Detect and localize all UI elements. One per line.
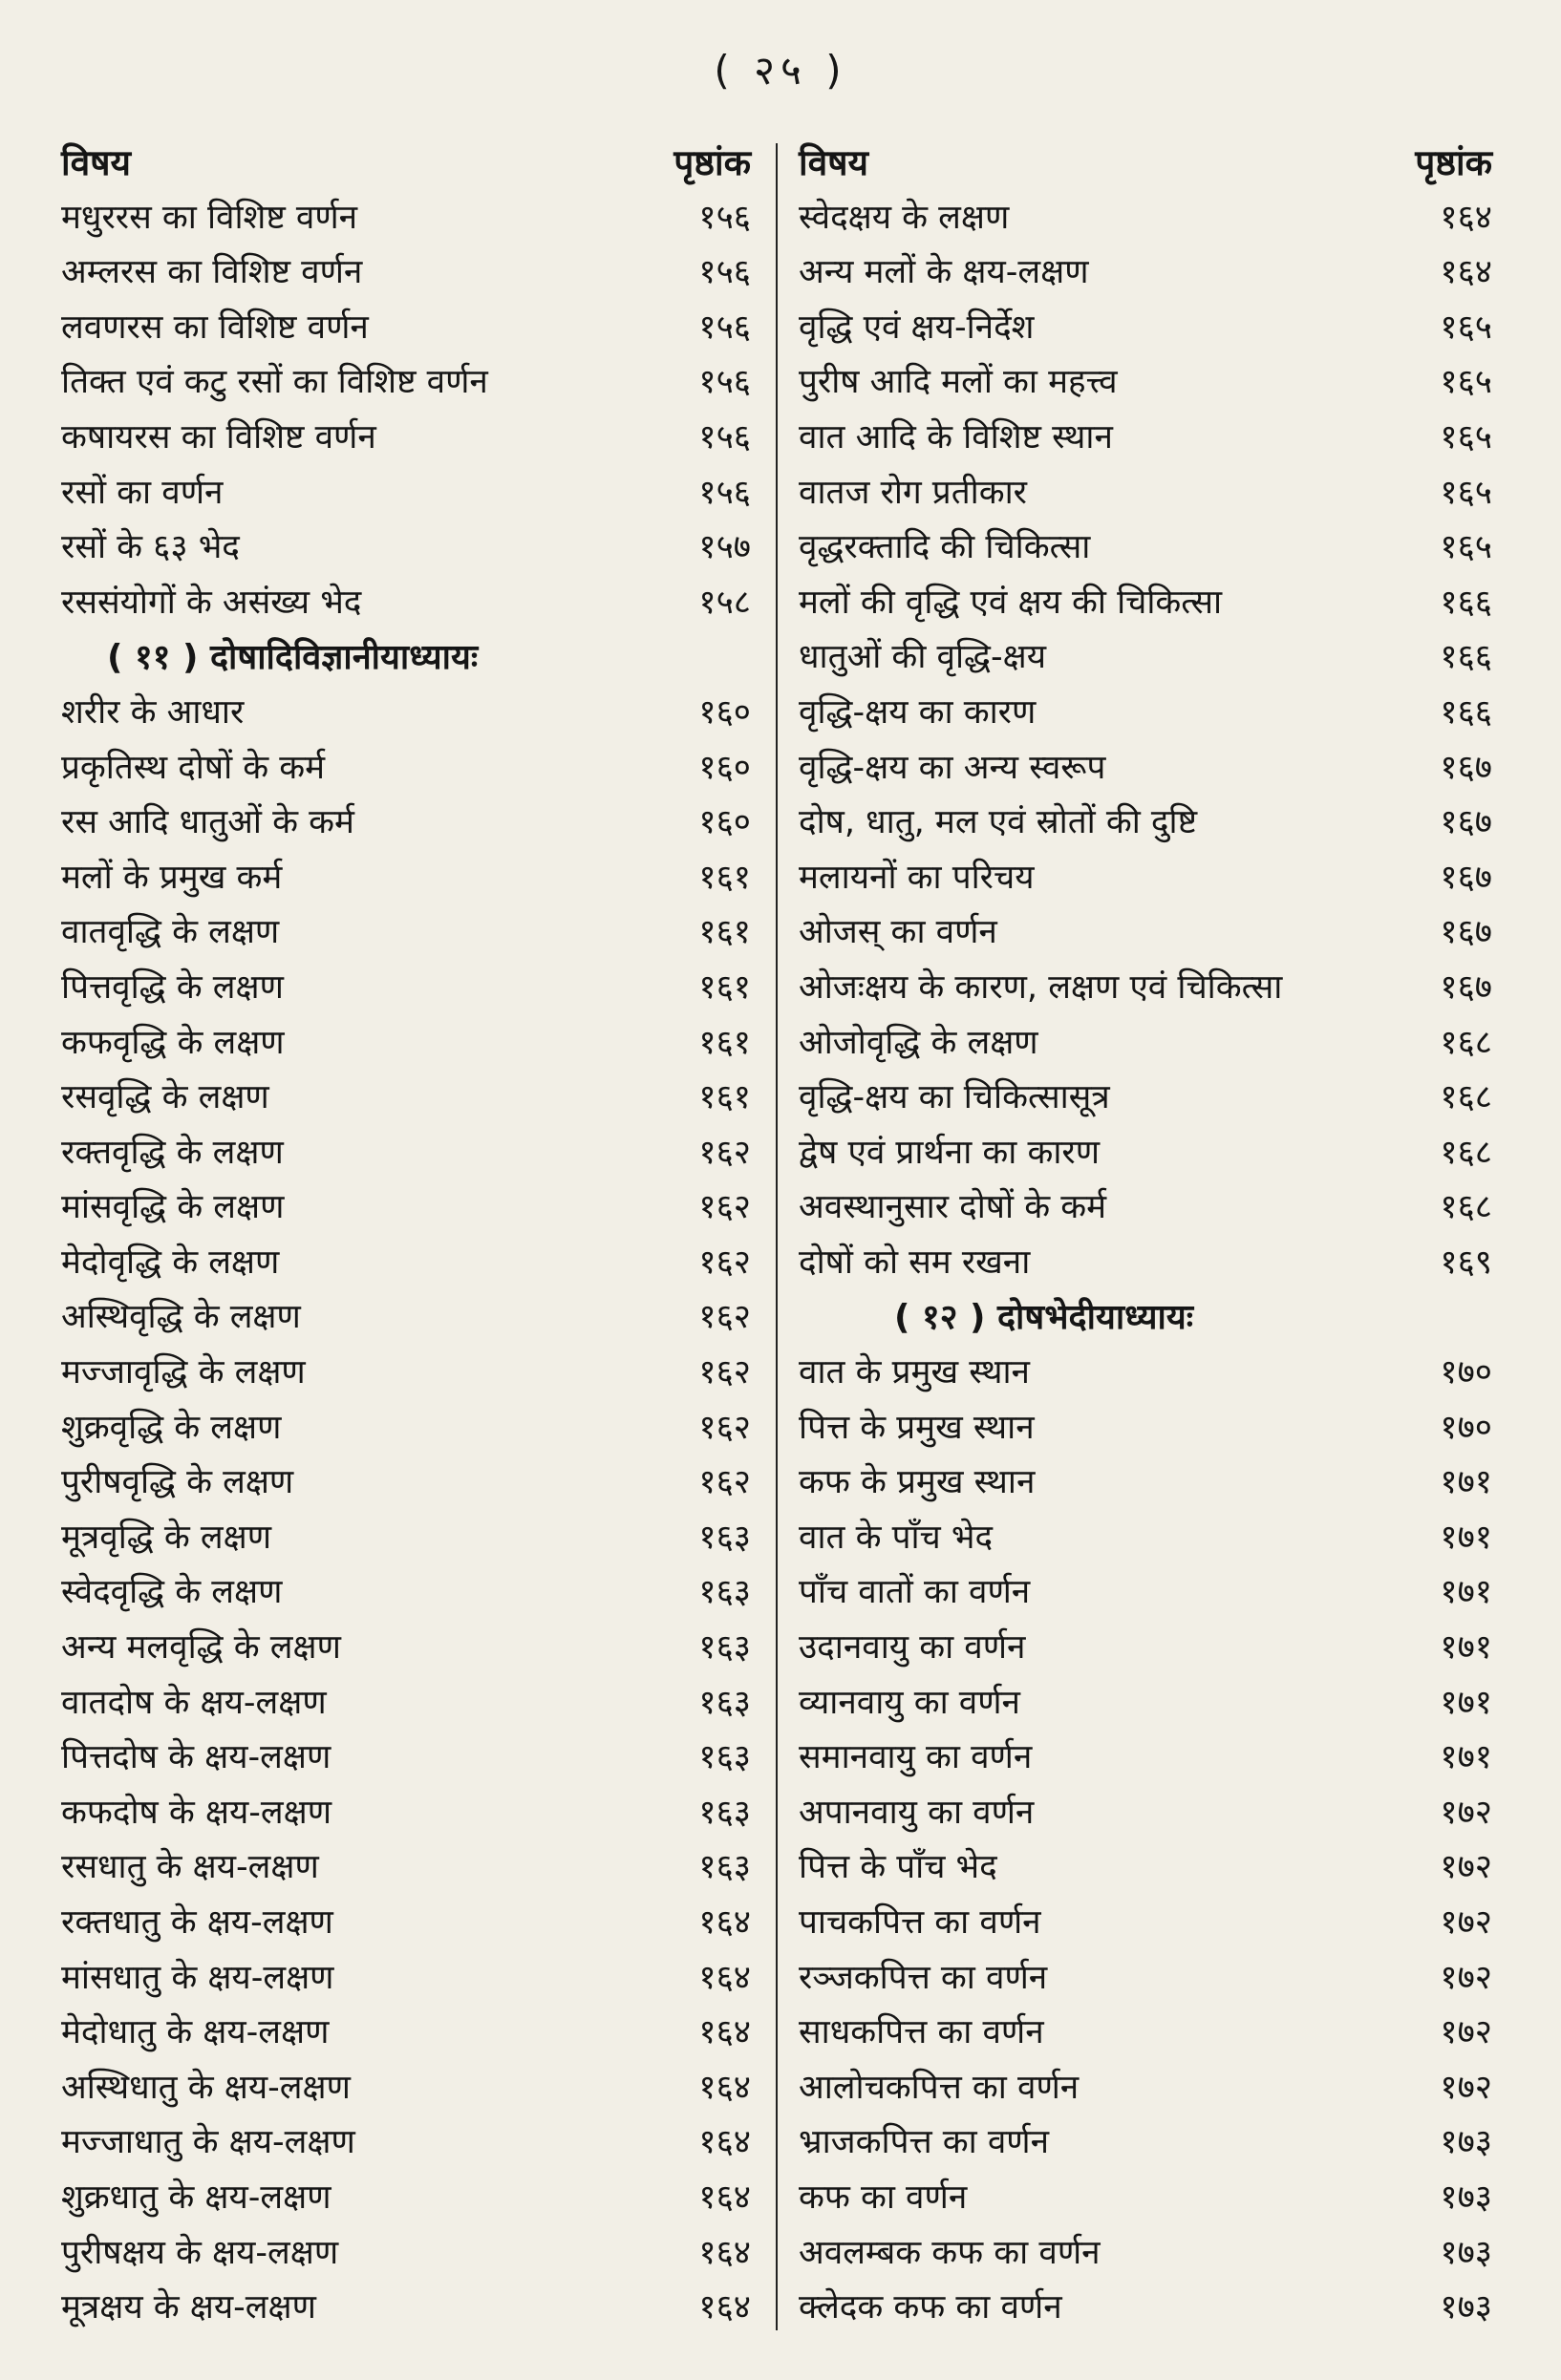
page-ref: १७३ bbox=[1440, 2178, 1492, 2217]
topic-title: वातवृद्धि के लक्षण bbox=[61, 913, 280, 952]
chapter-heading bbox=[799, 1290, 1492, 1346]
topic-title: रञ्जकपित्त का वर्णन bbox=[799, 1958, 1048, 1997]
topic-title: पुरीषवृद्धि के लक्षण bbox=[61, 1463, 294, 1502]
topic-title: वात के प्रमुख स्थान bbox=[799, 1353, 1030, 1392]
page-ref: १५७ bbox=[698, 528, 751, 567]
page-ref: १५६ bbox=[698, 363, 751, 402]
topic-title: रससंयोगों के असंख्य भेद bbox=[61, 583, 362, 622]
topic-title: अपानवायु का वर्णन bbox=[799, 1793, 1035, 1832]
toc-entry bbox=[799, 2061, 1492, 2116]
topic-title: उदानवायु का वर्णन bbox=[799, 1628, 1026, 1668]
topic-title: रसों के ६३ भेद bbox=[61, 528, 240, 567]
toc-entry bbox=[799, 466, 1492, 521]
page-ref: १७३ bbox=[1440, 2123, 1492, 2162]
toc-entry bbox=[799, 1401, 1492, 1456]
toc-entry bbox=[799, 2115, 1492, 2171]
toc-entry bbox=[61, 1401, 751, 1456]
topic-title: मेदोधातु के क्षय-लक्षण bbox=[61, 2013, 330, 2052]
page-ref: १६२ bbox=[698, 1188, 751, 1227]
topic-title: रस आदि धातुओं के कर्म bbox=[61, 803, 354, 842]
page-ref: १६० bbox=[698, 803, 751, 842]
page-ref: १६३ bbox=[698, 1573, 751, 1612]
toc-entry bbox=[799, 245, 1492, 301]
page-ref: १६९ bbox=[1440, 1243, 1492, 1282]
topic-title: दोष, धातु, मल एवं स्रोतों की दुष्टि bbox=[799, 803, 1198, 842]
page-ref: १६४ bbox=[698, 2068, 751, 2107]
topic-title: ( १२ ) दोषभेदीयाध्यायः bbox=[894, 1298, 1194, 1338]
topic-title: शरीर के आधार bbox=[61, 692, 245, 732]
topic-title: वृद्धरक्तादि की चिकित्सा bbox=[799, 528, 1091, 567]
page-ref: १६२ bbox=[698, 1133, 751, 1172]
toc-entry bbox=[799, 301, 1492, 356]
toc-entry bbox=[799, 411, 1492, 466]
toc-entry bbox=[61, 1565, 751, 1621]
toc-entry bbox=[61, 1511, 751, 1566]
page-ref: १५८ bbox=[698, 583, 751, 622]
toc-entry bbox=[799, 796, 1492, 851]
toc-entry bbox=[61, 1456, 751, 1511]
toc-entry bbox=[61, 1126, 751, 1181]
page-ref: १६७ bbox=[1440, 748, 1492, 787]
page-ref: १७२ bbox=[1440, 1848, 1492, 1887]
page-ref: १६४ bbox=[698, 2233, 751, 2272]
toc-entry bbox=[61, 796, 751, 851]
toc-entry bbox=[61, 466, 751, 521]
page-ref: १७२ bbox=[1440, 1958, 1492, 1997]
page-ref: १६७ bbox=[1440, 803, 1492, 842]
toc-entry bbox=[799, 1621, 1492, 1676]
toc-entry bbox=[799, 2226, 1492, 2282]
page-ref: १६२ bbox=[698, 1298, 751, 1337]
toc-entry bbox=[799, 1786, 1492, 1841]
topic-title: वृद्धि-क्षय का अन्य स्वरूप bbox=[799, 748, 1106, 787]
page-ref: १५६ bbox=[698, 198, 751, 237]
toc-entry bbox=[61, 2171, 751, 2226]
page-ref: १६८ bbox=[1440, 1078, 1492, 1117]
page-ref: १६४ bbox=[698, 1903, 751, 1942]
page-ref: १५६ bbox=[698, 473, 751, 512]
topic-title: तिक्त एवं कटु रसों का विशिष्ट वर्णन bbox=[61, 363, 488, 402]
toc-entry bbox=[799, 1071, 1492, 1126]
toc-entry bbox=[799, 2171, 1492, 2226]
topic-title: पित्त के पाँच भेद bbox=[799, 1848, 997, 1887]
toc-entry bbox=[799, 2006, 1492, 2061]
topic-title: स्वेदवृद्धि के लक्षण bbox=[61, 1573, 283, 1612]
page-ref: १६१ bbox=[698, 1078, 751, 1117]
left-column bbox=[61, 136, 751, 2332]
topic-title: क्लेदक कफ का वर्णन bbox=[799, 2288, 1062, 2327]
topic-title: वृद्धि-क्षय का चिकित्सासूत्र bbox=[799, 1078, 1110, 1117]
toc-entry bbox=[799, 686, 1492, 741]
topic-title: मज्जाधातु के क्षय-लक्षण bbox=[61, 2123, 355, 2162]
topic-title: कफ का वर्णन bbox=[799, 2178, 968, 2217]
chapter-heading bbox=[61, 630, 751, 686]
page-ref: १६८ bbox=[1440, 1133, 1492, 1172]
page-ref: १६३ bbox=[698, 1848, 751, 1887]
toc-entry bbox=[61, 1786, 751, 1841]
topic-title: मलों की वृद्धि एवं क्षय की चिकित्सा bbox=[799, 583, 1223, 622]
topic-title: अवलम्बक कफ का वर्णन bbox=[799, 2233, 1101, 2272]
page-ref: १६७ bbox=[1440, 913, 1492, 952]
topic-title: मांसधातु के क्षय-लक्षण bbox=[61, 1958, 334, 1997]
toc-entry bbox=[799, 1565, 1492, 1621]
topic-title: अवस्थानुसार दोषों के कर्म bbox=[799, 1188, 1107, 1227]
toc-entry bbox=[799, 1456, 1492, 1511]
toc-entry bbox=[61, 905, 751, 961]
page-heading: पृष्ठांक bbox=[674, 142, 751, 183]
toc-entry bbox=[61, 1951, 751, 2007]
page-ref: १७० bbox=[1440, 1353, 1492, 1392]
topic-title: वातज रोग प्रतीकार bbox=[799, 473, 1027, 512]
topic-title: वात आदि के विशिष्ट स्थान bbox=[799, 417, 1113, 457]
page-ref: १६२ bbox=[698, 1243, 751, 1282]
topic-title: लवणरस का विशिष्ट वर्णन bbox=[61, 308, 369, 347]
toc-entry bbox=[799, 1731, 1492, 1786]
page-ref: १७१ bbox=[1440, 1463, 1492, 1502]
toc-entry bbox=[799, 961, 1492, 1016]
toc-entry bbox=[799, 1346, 1492, 1401]
page-ref: १६२ bbox=[698, 1463, 751, 1502]
page-ref: १६५ bbox=[1440, 528, 1492, 567]
topic-title: पुरीषक्षय के क्षय-लक्षण bbox=[61, 2233, 339, 2272]
subject-heading: विषय bbox=[61, 142, 132, 183]
toc-entry bbox=[799, 1676, 1492, 1732]
page-ref: १६३ bbox=[698, 1738, 751, 1777]
topic-title: स्वेदक्षय के लक्षण bbox=[799, 198, 1010, 237]
topic-title: प्रकृतिस्थ दोषों के कर्म bbox=[61, 748, 326, 787]
page-ref: १६७ bbox=[1440, 967, 1492, 1007]
toc-entry bbox=[799, 741, 1492, 797]
page-ref: १५६ bbox=[698, 417, 751, 457]
page-ref: १६४ bbox=[698, 2013, 751, 2052]
toc-entry bbox=[61, 191, 751, 246]
page-ref: १७३ bbox=[1440, 2288, 1492, 2327]
toc-entry bbox=[799, 1016, 1492, 1072]
topic-title: कषायरस का विशिष्ट वर्णन bbox=[61, 417, 376, 457]
page-ref: १५६ bbox=[698, 253, 751, 292]
page-ref: १६१ bbox=[698, 1023, 751, 1062]
page-ref: १६८ bbox=[1440, 1023, 1492, 1062]
toc-entry bbox=[61, 2226, 751, 2282]
topic-title: रसधातु के क्षय-लक्षण bbox=[61, 1848, 319, 1887]
toc-entry bbox=[799, 851, 1492, 906]
right-column bbox=[799, 136, 1492, 2332]
toc-entry bbox=[799, 905, 1492, 961]
toc-entry bbox=[61, 1180, 751, 1236]
toc-entry bbox=[61, 411, 751, 466]
page-ref: १६८ bbox=[1440, 1188, 1492, 1227]
page-ref: १६७ bbox=[1440, 858, 1492, 897]
page-ref: १७२ bbox=[1440, 1903, 1492, 1942]
column-header bbox=[61, 136, 751, 191]
toc-entry bbox=[799, 630, 1492, 686]
topic-title: ओजस् का वर्णन bbox=[799, 913, 997, 952]
page-ref: १७१ bbox=[1440, 1573, 1492, 1612]
page-ref: १६२ bbox=[698, 1353, 751, 1392]
page-ref: १६४ bbox=[1440, 198, 1492, 237]
page-ref: १६३ bbox=[698, 1793, 751, 1832]
page-ref: १६४ bbox=[698, 2178, 751, 2217]
topic-title: द्वेष एवं प्रार्थना का कारण bbox=[799, 1133, 1101, 1172]
topic-title: आलोचकपित्त का वर्णन bbox=[799, 2068, 1080, 2107]
topic-title: पुरीष आदि मलों का महत्त्व bbox=[799, 363, 1118, 402]
page-heading: पृष्ठांक bbox=[1415, 142, 1492, 183]
toc-entry bbox=[61, 2281, 751, 2336]
page-ref: १७१ bbox=[1440, 1628, 1492, 1668]
toc-entry bbox=[61, 1290, 751, 1346]
topic-title: अन्य मलों के क्षय-लक्षण bbox=[799, 253, 1089, 292]
page-ref: १६५ bbox=[1440, 417, 1492, 457]
toc-entry bbox=[61, 1896, 751, 1951]
toc-entry bbox=[799, 1511, 1492, 1566]
topic-title: दोषों को सम रखना bbox=[799, 1243, 1031, 1282]
page-number: ( २५ ) bbox=[714, 47, 847, 94]
toc-entry bbox=[799, 576, 1492, 631]
toc-entry bbox=[799, 355, 1492, 411]
toc-entry bbox=[799, 191, 1492, 246]
page-ref: १७२ bbox=[1440, 2013, 1492, 2052]
page-ref: १६६ bbox=[1440, 638, 1492, 677]
page-ref: १६१ bbox=[698, 913, 751, 952]
page-ref: १७१ bbox=[1440, 1518, 1492, 1557]
page-ref: १६४ bbox=[698, 2123, 751, 2162]
topic-title: मेदोवृद्धि के लक्षण bbox=[61, 1243, 280, 1282]
toc-entry bbox=[61, 2061, 751, 2116]
page-ref: १६५ bbox=[1440, 363, 1492, 402]
page-ref: १६० bbox=[698, 692, 751, 732]
page-ref: १७३ bbox=[1440, 2233, 1492, 2272]
topic-title: वातदोष के क्षय-लक्षण bbox=[61, 1683, 327, 1722]
page-ref: १६६ bbox=[1440, 583, 1492, 622]
topic-title: मधुररस का विशिष्ट वर्णन bbox=[61, 198, 358, 237]
topic-title: मूत्रवृद्धि के लक्षण bbox=[61, 1518, 272, 1557]
toc-entry bbox=[799, 1126, 1492, 1181]
toc-entry bbox=[61, 355, 751, 411]
topic-title: अस्थिवृद्धि के लक्षण bbox=[61, 1298, 301, 1337]
toc-entry bbox=[61, 851, 751, 906]
toc-entry bbox=[61, 576, 751, 631]
toc-entry bbox=[61, 1016, 751, 1072]
subject-heading: विषय bbox=[799, 142, 869, 183]
page-ref: १७१ bbox=[1440, 1683, 1492, 1722]
toc-entry bbox=[61, 1071, 751, 1126]
topic-title: शुक्रवृद्धि के लक्षण bbox=[61, 1408, 282, 1447]
topic-title: रसों का वर्णन bbox=[61, 473, 224, 512]
toc-entry bbox=[799, 1236, 1492, 1291]
toc-entry bbox=[61, 1731, 751, 1786]
toc-entry bbox=[799, 1180, 1492, 1236]
topic-title: पित्तदोष के क्षय-लक्षण bbox=[61, 1738, 331, 1777]
toc-entry bbox=[61, 741, 751, 797]
topic-title: अस्थिधातु के क्षय-लक्षण bbox=[61, 2068, 351, 2107]
toc-entry bbox=[799, 521, 1492, 576]
page-ref: १६० bbox=[698, 748, 751, 787]
topic-title: वात के पाँच भेद bbox=[799, 1518, 994, 1557]
topic-title: मलायनों का परिचय bbox=[799, 858, 1035, 897]
topic-title: ओजःक्षय के कारण, लक्षण एवं चिकित्सा bbox=[799, 967, 1283, 1007]
toc-entry bbox=[61, 1676, 751, 1732]
toc-entry bbox=[61, 301, 751, 356]
topic-title: रसवृद्धि के लक्षण bbox=[61, 1078, 269, 1117]
topic-title: मलों के प्रमुख कर्म bbox=[61, 858, 283, 897]
toc-entry bbox=[61, 686, 751, 741]
topic-title: पित्तवृद्धि के लक्षण bbox=[61, 967, 284, 1007]
page-ref: १७१ bbox=[1440, 1738, 1492, 1777]
topic-title: मज्जावृद्धि के लक्षण bbox=[61, 1353, 306, 1392]
topic-title: कफवृद्धि के लक्षण bbox=[61, 1023, 285, 1062]
topic-title: अम्लरस का विशिष्ट वर्णन bbox=[61, 253, 363, 292]
topic-title: समानवायु का वर्णन bbox=[799, 1738, 1033, 1777]
topic-title: पाँच वातों का वर्णन bbox=[799, 1573, 1031, 1612]
page-ref: १७२ bbox=[1440, 2068, 1492, 2107]
page-ref: १६३ bbox=[698, 1628, 751, 1668]
topic-title: मूत्रक्षय के क्षय-लक्षण bbox=[61, 2288, 316, 2327]
toc-entry bbox=[61, 961, 751, 1016]
column-header bbox=[799, 136, 1492, 191]
topic-title: वृद्धि एवं क्षय-निर्देश bbox=[799, 308, 1035, 347]
topic-title: ( ११ ) दोषादिविज्ञानीयाध्यायः bbox=[107, 638, 479, 678]
toc-entry bbox=[61, 245, 751, 301]
page-ref: १६४ bbox=[1440, 253, 1492, 292]
topic-title: रक्तवृद्धि के लक्षण bbox=[61, 1133, 284, 1172]
topic-title: शुक्रधातु के क्षय-लक्षण bbox=[61, 2178, 331, 2217]
toc-entry bbox=[799, 2281, 1492, 2336]
toc-entry bbox=[61, 2006, 751, 2061]
topic-title: ओजोवृद्धि के लक्षण bbox=[799, 1023, 1038, 1062]
topic-title: वृद्धि-क्षय का कारण bbox=[799, 692, 1037, 732]
page-ref: १६४ bbox=[698, 1958, 751, 1997]
toc-entry bbox=[61, 1840, 751, 1896]
page-ref: १६१ bbox=[698, 858, 751, 897]
column-divider bbox=[776, 143, 778, 2330]
topic-title: भ्राजकपित्त का वर्णन bbox=[799, 2123, 1050, 2162]
topic-title: कफदोष के क्षय-लक्षण bbox=[61, 1793, 332, 1832]
toc-entry bbox=[61, 521, 751, 576]
topic-title: अन्य मलवृद्धि के लक्षण bbox=[61, 1628, 341, 1668]
page-ref: १७२ bbox=[1440, 1793, 1492, 1832]
page-ref: १६३ bbox=[698, 1518, 751, 1557]
page-ref: १७० bbox=[1440, 1408, 1492, 1447]
page-ref: १६३ bbox=[698, 1683, 751, 1722]
toc-entry bbox=[799, 1840, 1492, 1896]
toc-entry bbox=[61, 2115, 751, 2171]
toc-entry bbox=[799, 1951, 1492, 2007]
page-ref: १६६ bbox=[1440, 692, 1492, 732]
page-ref: १६५ bbox=[1440, 308, 1492, 347]
topic-title: रक्तधातु के क्षय-लक्षण bbox=[61, 1903, 333, 1942]
topic-title: पित्त के प्रमुख स्थान bbox=[799, 1408, 1035, 1447]
toc-entry bbox=[61, 1236, 751, 1291]
toc-entry bbox=[61, 1621, 751, 1676]
toc-entry bbox=[799, 1896, 1492, 1951]
topic-title: धातुओं की वृद्धि-क्षय bbox=[799, 638, 1047, 677]
topic-title: मांसवृद्धि के लक्षण bbox=[61, 1188, 285, 1227]
topic-title: साधकपित्त का वर्णन bbox=[799, 2013, 1044, 2052]
page-ref: १६१ bbox=[698, 967, 751, 1007]
topic-title: कफ के प्रमुख स्थान bbox=[799, 1463, 1036, 1502]
topic-title: पाचकपित्त का वर्णन bbox=[799, 1903, 1041, 1942]
topic-title: व्यानवायु का वर्णन bbox=[799, 1683, 1020, 1722]
page-ref: १६४ bbox=[698, 2288, 751, 2327]
page-ref: १६२ bbox=[698, 1408, 751, 1447]
page-ref: १५६ bbox=[698, 308, 751, 347]
toc-entry bbox=[61, 1346, 751, 1401]
page-ref: १६५ bbox=[1440, 473, 1492, 512]
